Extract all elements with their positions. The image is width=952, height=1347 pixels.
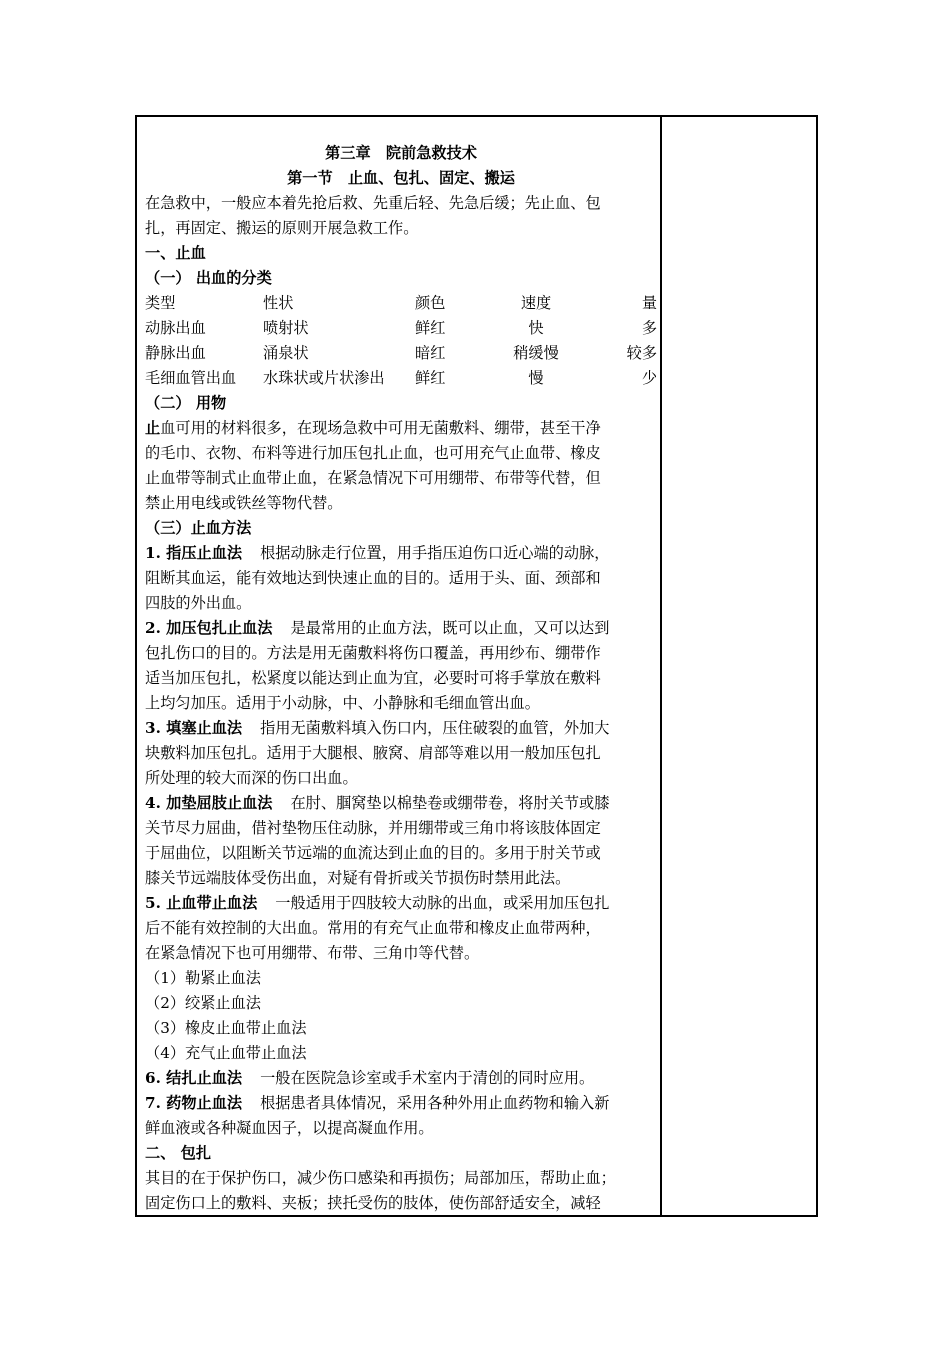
method-text: 根据患者具体情况，采用各种外用止血药物和输入新 (260, 1094, 610, 1112)
table-cell: 少 (641, 369, 657, 387)
method-text: 一般在医院急诊室或手术室内于清创的同时应用。 (260, 1069, 595, 1087)
table-cell: 静脉出血 (145, 344, 206, 362)
method-title: 4. 加垫屈肢止血法 (145, 794, 273, 812)
supplies-first-char: 止 (145, 419, 161, 437)
table-cell: 量 (641, 294, 657, 312)
table-header-row (145, 291, 657, 316)
method-line: 适当加压包扎，松紧度以能达到止血为宜，必要时可将手掌放在敷料 (145, 669, 601, 687)
method-line: 膝关节远端肢体受伤出血，对疑有骨折或关节损伤时禁用此法。 (145, 869, 571, 887)
tourniquet-item: （1）勒紧止血法 (145, 969, 261, 987)
bandaging-line: 其目的在于保护伤口，减少伤口感染和再损伤；局部加压，帮助止血； (145, 1169, 616, 1187)
intro-line: 扎，再固定、搬运的原则开展急救工作。 (145, 219, 419, 237)
table-cell: 快 (528, 319, 544, 337)
section-title: 第一节 止血、包扎、固定、搬运 (287, 169, 515, 187)
supplies-line (145, 416, 657, 441)
method-title: 5. 止血带止血法 (145, 894, 258, 912)
method-line (145, 1091, 657, 1116)
tourniquet-item: （3）橡皮止血带止血法 (145, 1019, 307, 1037)
method-line: 鲜血液或各种凝血因子，以提高凝血作用。 (145, 1119, 434, 1137)
method-title: 6. 结扎止血法 (145, 1069, 243, 1087)
tourniquet-item: （2）绞紧止血法 (145, 994, 261, 1012)
method-title: 1. 指压止血法 (145, 544, 243, 562)
supplies-text: 血可用的材料很多，在现场急救中可用无菌敷料、绷带，甚至干净 (160, 419, 601, 437)
table-cell: 暗红 (415, 344, 446, 362)
method-line: 四肢的外出血。 (145, 594, 252, 612)
table-cell: 类型 (145, 294, 176, 312)
method-line (145, 616, 657, 641)
supplies-line: 的毛巾、衣物、布料等进行加压包扎止血，也可用充气止血带、橡皮 (145, 444, 601, 462)
method-line: 块敷料加压包扎。适用于大腿根、腋窝、肩部等难以用一般加压包扎 (145, 744, 601, 762)
chapter-title: 第三章 院前急救技术 (325, 144, 477, 162)
table-cell: 水珠状或片状渗出 (263, 369, 385, 387)
table-cell: 鲜红 (415, 369, 446, 387)
heading-hemostasis: 一、止血 (145, 244, 206, 262)
column-divider (660, 115, 662, 1217)
method-line (145, 1066, 657, 1091)
document-content (145, 141, 657, 1213)
heading-bandaging: 二、 包扎 (145, 1144, 212, 1162)
heading-classification: （一） 出血的分类 (145, 269, 272, 287)
method-line: 包扎伤口的目的。方法是用无菌敷料将伤口覆盖，再用纱布、绷带作 (145, 644, 601, 662)
method-text: 指用无菌敷料填入伤口内，压住破裂的血管，外加大 (260, 719, 610, 737)
supplies-line: 止血带等制式止血带止血，在紧急情况下可用绷带、布带等代替，但 (145, 469, 601, 487)
heading-supplies: （二） 用物 (145, 394, 227, 412)
table-row (145, 316, 657, 341)
method-text: 是最常用的止血方法，既可以止血，又可以达到 (290, 619, 610, 637)
table-cell: 毛细血管出血 (145, 369, 237, 387)
method-line: 关节尽力屈曲，借衬垫物压住动脉，并用绷带或三角巾将该肢体固定 (145, 819, 601, 837)
table-cell: 多 (641, 319, 657, 337)
table-cell: 颜色 (415, 294, 446, 312)
method-text: 一般适用于四肢较大动脉的出血，或采用加压包扎 (275, 894, 610, 912)
method-line: 所处理的较大而深的伤口出血。 (145, 769, 358, 787)
table-cell: 动脉出血 (145, 319, 206, 337)
table-row (145, 366, 657, 391)
method-line: 阻断其血运，能有效地达到快速止血的目的。适用于头、面、颈部和 (145, 569, 601, 587)
table-cell: 涌泉状 (263, 344, 309, 362)
table-row (145, 341, 657, 366)
tourniquet-item: （4）充气止血带止血法 (145, 1044, 307, 1062)
table-cell: 慢 (528, 369, 544, 387)
method-text: 在肘、腘窝垫以棉垫卷或绷带卷，将肘关节或膝 (290, 794, 610, 812)
method-line: 后不能有效控制的大出血。常用的有充气止血带和橡皮止血带两种， (145, 919, 601, 937)
table-cell: 速度 (520, 294, 552, 312)
method-line (145, 791, 657, 816)
method-line: 在紧急情况下也可用绷带、布带、三角巾等代替。 (145, 944, 480, 962)
method-line (145, 716, 657, 741)
method-line (145, 891, 657, 916)
method-text: 根据动脉走行位置，用手指压迫伤口近心端的动脉， (260, 544, 610, 562)
method-title: 2. 加压包扎止血法 (145, 619, 273, 637)
method-line: 于屈曲位，以阻断关节远端的血流达到止血的目的。多用于肘关节或 (145, 844, 601, 862)
heading-methods: （三）止血方法 (145, 519, 252, 537)
table-cell: 稍缓慢 (513, 344, 559, 362)
table-cell: 性状 (263, 294, 294, 312)
supplies-line: 禁止用电线或铁丝等物代替。 (145, 494, 343, 512)
bandaging-line: 固定伤口上的敷料、夹板；挟托受伤的肢体，使伤部舒适安全，减轻 (145, 1194, 601, 1212)
table-cell: 喷射状 (263, 319, 309, 337)
method-title: 3. 填塞止血法 (145, 719, 243, 737)
table-cell: 较多 (626, 344, 657, 362)
table-cell: 鲜红 (415, 319, 446, 337)
intro-line: 在急救中，一般应本着先抢后救、先重后轻、先急后缓；先止血、包 (145, 194, 601, 212)
method-line: 上均匀加压。适用于小动脉，中、小静脉和毛细血管出血。 (145, 694, 540, 712)
method-title: 7. 药物止血法 (145, 1094, 243, 1112)
method-line (145, 541, 657, 566)
